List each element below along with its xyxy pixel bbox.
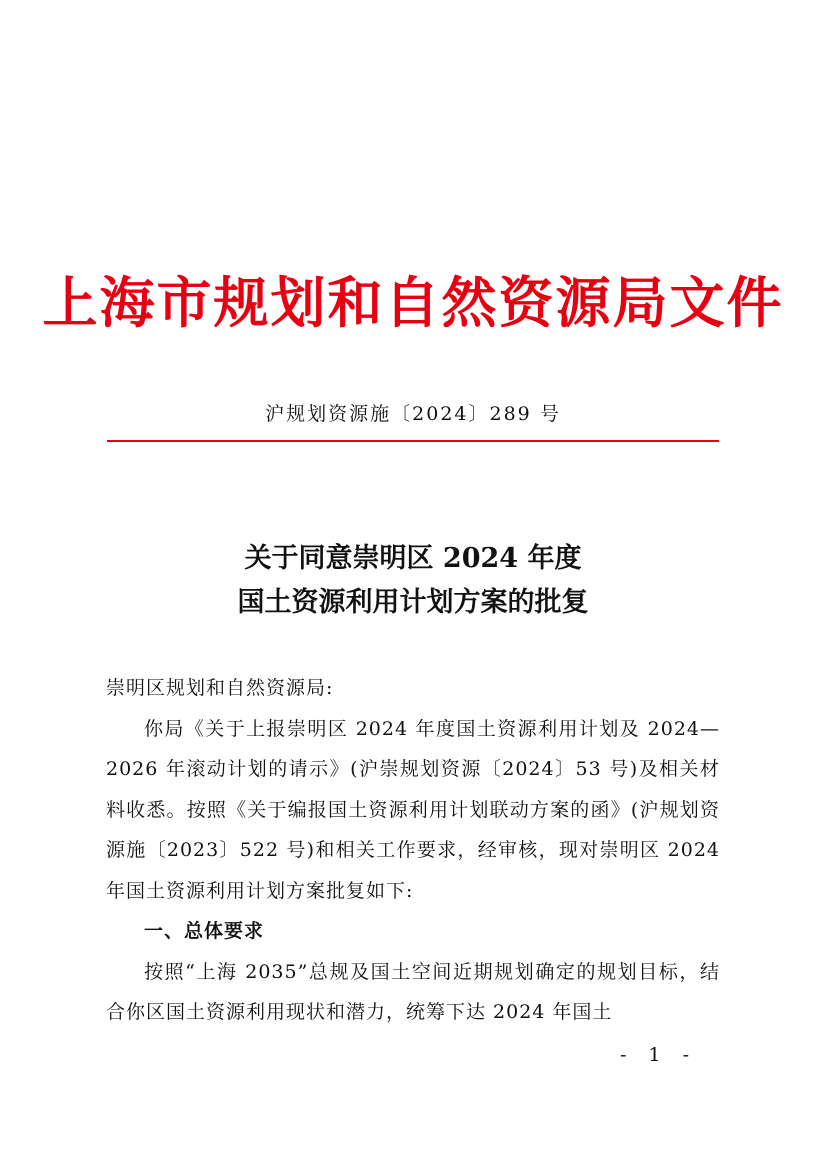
document-number: 沪规划资源施〔2024〕289 号: [265, 403, 561, 425]
title-line-1: 关于同意崇明区 2024 年度: [244, 543, 582, 574]
document-body: [106, 668, 720, 1033]
title-line-2: 国土资源利用计划方案的批复: [237, 587, 589, 618]
addressee: 崇明区规划和自然资源局:: [106, 677, 334, 699]
paragraph-1: 你局《关于上报崇明区 2024 年度国土资源利用计划及 2024—2026 年滚动计划的请示》(沪崇规划资源〔2024〕53 号)及相关材料收悉。按照《关于编报国土资源利用计划联动方案的函》(沪规划资源施〔2023〕522 号)和相关工作要求，经审核，现对崇明区 2024 年国土资源利用计划方案批复如下:: [106, 717, 720, 902]
masthead-title: 上海市规划和自然资源局文件: [42, 270, 784, 335]
document-title: [0, 537, 826, 625]
paragraph-2: 按照“上海 2035”总规及国土空间近期规划确定的规划目标，结合你区国土资源利用现状和潜力，统筹下达 2024 年国土: [106, 960, 720, 1023]
red-divider: [107, 440, 719, 442]
section-heading-1: 一、总体要求: [144, 920, 265, 942]
page-number: - 1 -: [620, 1044, 698, 1066]
